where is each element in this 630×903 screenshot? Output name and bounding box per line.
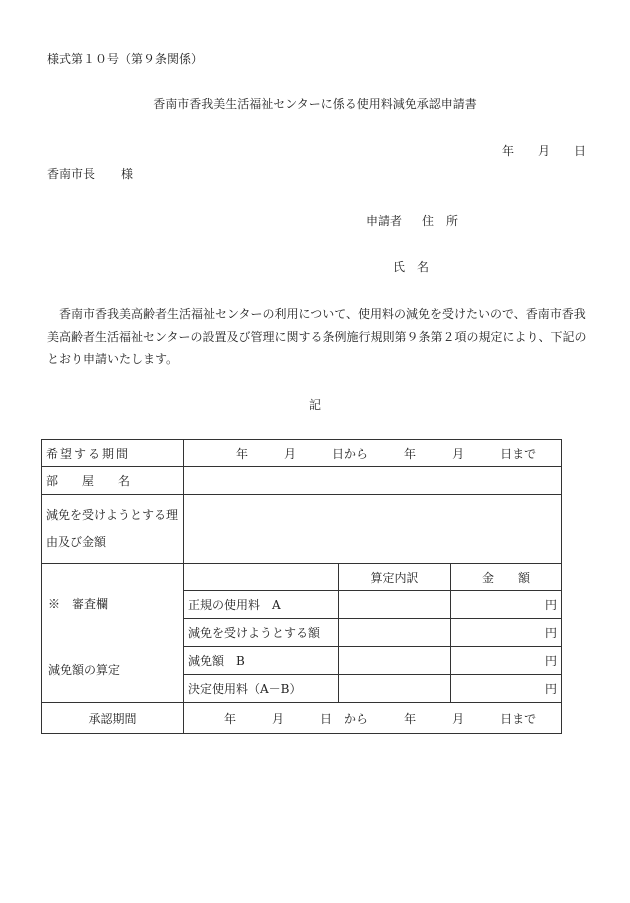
approval-day-2: 日まで: [500, 711, 537, 726]
approval-label: 承認期間: [42, 703, 184, 734]
calc-row-label: 減免額 B: [184, 646, 339, 674]
review-cell: [42, 564, 184, 703]
calc-row-label: 正規の使用料 A: [184, 591, 339, 619]
approval-month-2: 月: [452, 711, 465, 726]
addressee-honorific: 様: [121, 167, 134, 181]
calc-row-amount[interactable]: 円: [451, 646, 562, 674]
period-year-2: 年: [404, 446, 417, 461]
period-row: [42, 440, 562, 467]
period-year-1: 年: [236, 446, 249, 461]
calc-row-amount[interactable]: 円: [451, 591, 562, 619]
calc-row-amount[interactable]: 円: [451, 674, 562, 702]
addressee: [47, 167, 133, 181]
period-day-2: 日まで: [500, 446, 537, 461]
calc-row-breakdown[interactable]: [339, 591, 451, 619]
approval-year-1: 年: [224, 711, 237, 726]
applicant-address: [366, 214, 458, 228]
calc-label: 減免額の算定: [48, 663, 121, 677]
form-number: 様式第１０号（第９条関係）: [47, 52, 204, 66]
reason-label: [42, 495, 184, 564]
reason-label-line-1: 減免を受けようとする理: [46, 508, 179, 522]
period-label: 希望する期間: [42, 440, 184, 467]
calc-row-amount[interactable]: 円: [451, 619, 562, 646]
period-month-1: 月: [284, 446, 297, 461]
application-table: [41, 439, 562, 734]
period-day-1: 日から: [332, 446, 369, 461]
approval-day-1: 日: [320, 711, 333, 726]
room-row: [42, 467, 562, 495]
calc-row-breakdown[interactable]: [339, 619, 451, 646]
calc-header-row: [42, 564, 562, 591]
document-title: 香南市香我美生活福祉センターに係る使用料減免承認申請書: [153, 97, 477, 111]
calc-header-breakdown: 算定内訳: [339, 564, 451, 591]
approval-value[interactable]: [184, 703, 562, 734]
date-day: 日: [574, 144, 587, 158]
approval-month-1: 月: [272, 711, 285, 726]
address-label: 住 所: [422, 214, 459, 228]
calc-row-label: 決定使用料（A－B）: [184, 674, 339, 702]
addressee-name: 香南市長: [47, 167, 96, 181]
review-label: ※ 審査欄: [48, 597, 109, 611]
period-value[interactable]: [184, 440, 562, 467]
date-line: [502, 144, 586, 158]
room-label: 部 屋 名: [42, 467, 184, 495]
period-month-2: 月: [452, 446, 465, 461]
calc-header-amount: 金 額: [451, 564, 562, 591]
reason-label-line-2: 由及び金額: [46, 535, 107, 549]
calc-row-breakdown[interactable]: [339, 674, 451, 702]
ki-marker: 記: [308, 398, 321, 412]
date-year: 年: [502, 144, 515, 158]
calc-header-blank: [184, 564, 339, 591]
reason-row: [42, 495, 562, 564]
approval-kara: から: [344, 711, 369, 726]
approval-row: [42, 703, 562, 734]
calc-row-breakdown[interactable]: [339, 646, 451, 674]
room-value[interactable]: [184, 467, 562, 495]
date-month: 月: [538, 144, 551, 158]
applicant-name-label: 氏 名: [393, 260, 430, 274]
approval-year-2: 年: [404, 711, 417, 726]
calc-row-label: 減免を受けようとする額: [184, 619, 339, 646]
applicant-label: 申請者: [366, 214, 403, 228]
reason-value[interactable]: [184, 495, 562, 564]
body-text: 香南市香我美高齢者生活福祉センターの利用について、使用料の減免を受けたいので、香南市香我美高齢者生活福祉センターの設置及び管理に関する条例施行規則第９条第２項の規定により、下記のとおり申請いたします。: [47, 307, 587, 366]
